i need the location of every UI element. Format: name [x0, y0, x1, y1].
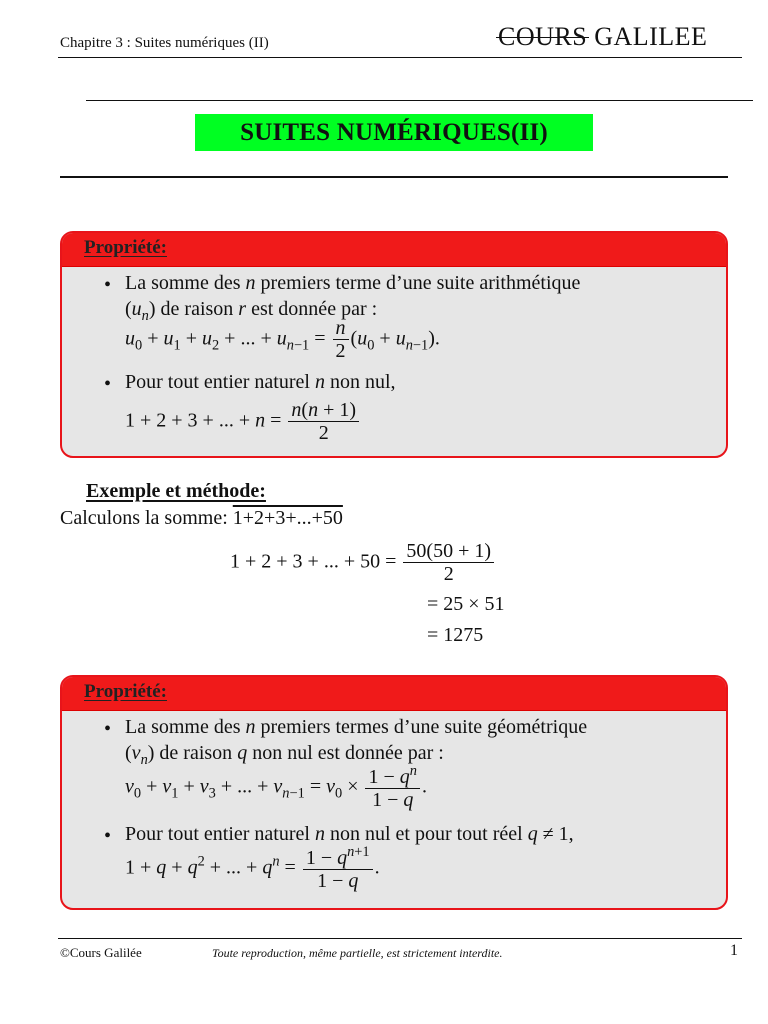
calc-step-3: = 1275 — [427, 624, 484, 646]
header-divider — [58, 57, 742, 58]
footer-divider — [58, 938, 742, 939]
arith-sum-statement: La somme des n premiers terme d’une suite arithmétique — [125, 272, 581, 294]
title-rule-top — [86, 100, 753, 101]
bullet-icon: • — [104, 274, 112, 296]
property-header — [62, 677, 726, 711]
example-intro: Calculons la somme: 1+2+3+...+50 — [60, 507, 343, 529]
bullet-icon: • — [104, 718, 112, 740]
property-heading: Propriété: — [84, 681, 167, 702]
footer-copyright: ©Cours Galilée — [60, 945, 142, 960]
calc-step-2: = 25 × 51 — [427, 593, 505, 615]
geo-natural-formula: $1 + q + q^2$ + ... + $q^n$ = $\frac{1 - q^{n+1}}{1 - q}$ . — [125, 844, 380, 892]
bullet-icon: • — [104, 825, 112, 847]
geo-sum-statement-2: $(v_n)$ de raison q non nul est donnée par : — [125, 742, 444, 769]
bullet-icon: • — [104, 373, 112, 395]
brand-logo — [498, 22, 707, 52]
calc-step-1: 1 + 2 + 3 + ... + 50 = $\frac{50(50 + 1)}{2}$ — [230, 540, 496, 586]
property-box-geometric — [60, 675, 728, 910]
property-box-arithmetic — [60, 231, 728, 458]
chapter-title: Chapitre 3 : Suites numériques (II) — [60, 35, 269, 51]
brand-word-galilee: GALILEE — [594, 22, 708, 51]
geo-natural-statement: Pour tout entier naturel n non nul et pour tout réel q ≠ 1, — [125, 823, 574, 845]
page-number: 1 — [730, 942, 738, 959]
arith-sum-formula: $u_0 + u_1 + u_2$ + ... + $u_{n-1}$ = $\frac{n}{2}$ $(u_0 + u_{n-1})$. — [125, 317, 440, 362]
example-expression: 1+2+3+...+50 — [232, 507, 343, 529]
geo-sum-formula: $v_0 + v_1 + v_3$ + ... + $v_{n-1} = v_0$ × $\frac{1 - q^n}{1 - q}$ . — [125, 763, 427, 811]
geo-sum-statement: La somme des n premiers termes d’une suite géométrique — [125, 716, 588, 738]
title-rule-bottom — [60, 176, 728, 178]
brand-word-cours: COURS — [498, 22, 588, 51]
footer-notice: Toute reproduction, même partielle, est strictement interdite. — [212, 946, 503, 960]
arith-sum-statement-2: $(u_n)$ de raison r est donnée par : — [125, 298, 378, 325]
example-heading: Exemple et méthode: — [86, 480, 266, 502]
arith-natural-statement: Pour tout entier naturel n non nul, — [125, 371, 396, 393]
page-title: SUITES NUMÉRIQUES(II) — [240, 119, 548, 146]
title-banner — [195, 114, 593, 151]
property-header — [62, 233, 726, 267]
arith-natural-formula: 1 + 2 + 3 + ... + n = $\frac{n(n + 1)}{2}$ — [125, 399, 361, 445]
property-heading: Propriété: — [84, 237, 167, 258]
